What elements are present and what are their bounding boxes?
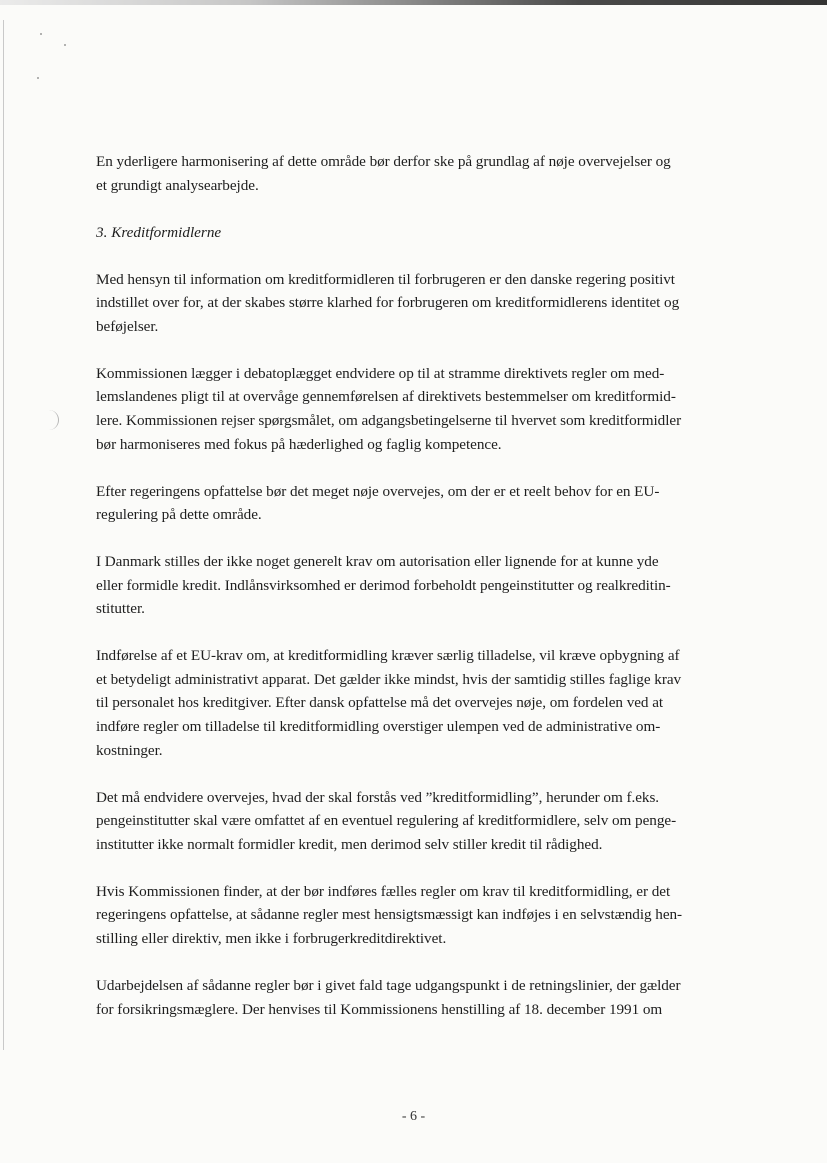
text-line: til personalet hos kreditgiver. Efter dansk opfattelse må det overvejes nøje, om fordelen ved at [96,694,664,712]
paragraph [96,362,746,456]
text-line: Udarbejdelsen af sådanne regler bør i givet fald tage udgangspunkt i de retningslinier, der gælder [96,976,681,994]
paragraph [96,644,746,762]
text-line: Kommissionen lægger i debatoplægget endvidere op til at stramme direktivets regler om med- [96,364,665,382]
scan-left-edge [3,20,4,1050]
text-line: et betydeligt administrativt apparat. Det gælder ikke mindst, hvis der samtidig stilles faglige krav [96,670,682,688]
paragraph [96,880,746,951]
paragraph [96,480,746,527]
page-number: - 6 - [401,1109,426,1124]
text-line: Det må endvidere overvejes, hvad der skal forstås ved ”kreditformidling”, herunder om f.eks. [96,788,660,806]
text-line: eller formidle kredit. Indlånsvirksomhed er derimod forbeholdt pengeinstitutter og realkreditin- [96,576,671,594]
text-line: institutter ikke normalt formidler kredit, men derimod selv stiller kredit til rådighed. [96,835,603,853]
paragraph [96,550,746,621]
section-heading [96,221,746,245]
text-line: beføjelser. [96,317,159,335]
text-line: stitutter. [96,600,145,618]
text-line: stilling eller direktiv, men ikke i forbrugerkreditdirektivet. [96,929,447,947]
text-line: et grundigt analysearbejde. [96,176,259,194]
text-line: regeringens opfattelse, at sådanne regler mest hensigtsmæssigt kan indføjes i en selvstændig hen- [96,906,683,924]
text-line: regulering på dette område. [96,506,262,524]
scan-top-edge [0,0,827,5]
scan-speck [40,33,42,35]
paragraph [96,974,746,1021]
text-line: Med hensyn til information om kreditformidleren til forbrugeren er den danske regering positivt [96,270,675,288]
paragraph [96,268,746,339]
body-text [96,150,746,1021]
text-line: Indførelse af et EU-krav om, at kreditformidling kræver særlig tilladelse, vil kræve opbygning af [96,647,680,665]
text-line: En yderligere harmonisering af dette område bør derfor ske på grundlag af nøje overvejelser og [96,153,671,170]
text-line: 3. Kreditformidlerne [96,223,222,241]
text-line: lere. Kommissionen rejser spørgsmålet, om adgangsbetingelserne til hvervet som kreditformidler [96,411,682,429]
text-line: indføre regler om tilladelse til kreditformidling overstiger ulempen ved de administrative om- [96,718,661,736]
paragraph [96,786,746,857]
text-line: Efter regeringens opfattelse bør det meget nøje overvejes, om der er et reelt behov for en EU- [96,482,660,500]
text-line: Hvis Kommissionen finder, at der bør indføres fælles regler om krav til kreditformidling, er det [96,882,671,900]
text-line: bør harmoniseres med fokus på hæderlighed og faglig kompetence. [96,435,502,453]
text-line: for forsikringsmæglere. Der henvises til Kommissionens henstilling af 18. december 1991 om [96,1000,663,1018]
text-line: I Danmark stilles der ikke noget generelt krav om autorisation eller lignende for at kunne yde [96,553,659,571]
scan-speck [37,77,39,79]
paragraph [96,150,746,197]
scan-speck [64,44,66,46]
text-line: pengeinstitutter skal være omfattet af en eventuel regulering af kreditformidlere, selv om penge- [96,812,677,830]
text-line: indstillet over for, at der skabes større klarhed for forbrugeren om kreditformidlerens identitet og [96,294,680,312]
text-line: lemslandenes pligt til at overvåge gennemførelsen af direktivets bestemmelser om kreditformid- [96,388,676,406]
scan-mark [44,410,59,430]
text-line: kostninger. [96,741,163,759]
